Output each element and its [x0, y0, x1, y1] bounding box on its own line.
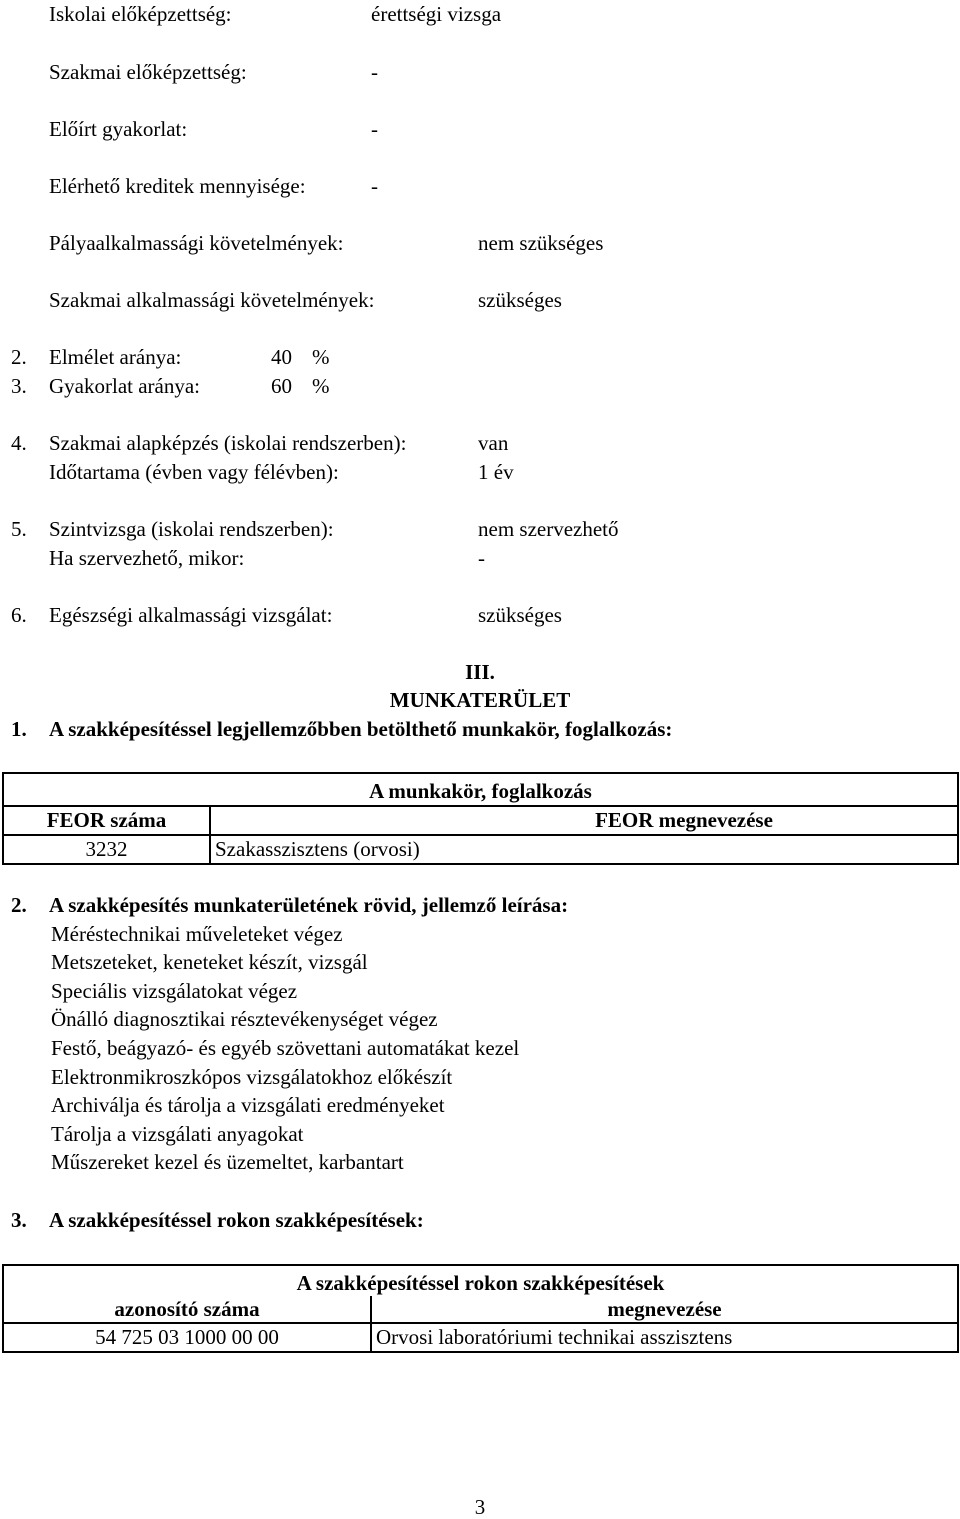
item4-label: Szakmai alapképzés (iskolai rendszerben):	[49, 431, 407, 455]
item6-label: Egészségi alkalmassági vizsgálat:	[49, 603, 333, 627]
theory-value: 40	[271, 345, 292, 369]
prereq-label-practice: Előírt gyakorlat:	[49, 117, 188, 141]
table-row	[3, 835, 958, 864]
q1-number: 1.	[11, 717, 27, 741]
related-qualifications-table	[2, 1264, 959, 1353]
list-item: Önálló diagnosztikai résztevékenységet végez	[51, 1007, 438, 1031]
prereq-label-career-aptitude: Pályaalkalmassági követelmények:	[49, 231, 344, 255]
occupation-table	[2, 772, 959, 865]
prereq-value-professional-aptitude: szükséges	[478, 288, 562, 312]
table-row	[3, 1323, 958, 1352]
theory-unit: %	[312, 345, 330, 369]
item6-number: 6.	[11, 603, 27, 627]
practice-number: 3.	[11, 374, 27, 398]
theory-number: 2.	[11, 345, 27, 369]
related-id-header: azonosító száma	[3, 1296, 371, 1323]
q3-heading: A szakképesítéssel rokon szakképesítések:	[49, 1208, 424, 1232]
prereq-label-professional-aptitude: Szakmai alkalmassági követelmények:	[49, 288, 375, 312]
item5-number: 5.	[11, 517, 27, 541]
prereq-value-credits: -	[371, 174, 378, 198]
list-item: Műszereket kezel és üzemeltet, karbantart	[51, 1150, 404, 1174]
list-item: Metszeteket, keneteket készít, vizsgál	[51, 950, 368, 974]
section-roman: III.	[465, 660, 495, 684]
feor-code-header: FEOR száma	[3, 806, 210, 835]
item4-value: van	[478, 431, 509, 455]
list-item: Archiválja és tárolja a vizsgálati eredményeket	[51, 1093, 445, 1117]
item5-when-label: Ha szervezhető, mikor:	[49, 546, 245, 570]
item5-when-value: -	[478, 546, 485, 570]
item6-value: szükséges	[478, 603, 562, 627]
prereq-value-professional: -	[371, 60, 378, 84]
practice-unit: %	[312, 374, 330, 398]
list-item: Speciális vizsgálatokat végez	[51, 979, 298, 1003]
related-table-title: A szakképesítéssel rokon szakképesítések	[3, 1265, 958, 1296]
theory-label: Elmélet aránya:	[49, 345, 182, 369]
related-id-cell: 54 725 03 1000 00 00	[3, 1323, 371, 1352]
practice-label: Gyakorlat aránya:	[49, 374, 201, 398]
q2-heading: A szakképesítés munkaterületének rövid, jellemző leírása:	[49, 893, 569, 917]
item4-duration-label: Időtartama (évben vagy félévben):	[49, 460, 339, 484]
page-number: 3	[474, 1495, 486, 1519]
q1-heading: A szakképesítéssel legjellemzőbben betölthető munkakör, foglalkozás:	[49, 717, 673, 741]
feor-name-cell: Szakasszisztens (orvosi)	[210, 835, 958, 864]
list-item: Tárolja a vizsgálati anyagokat	[51, 1122, 304, 1146]
item4-number: 4.	[11, 431, 27, 455]
feor-name-header: FEOR megnevezése	[210, 806, 958, 835]
q2-number: 2.	[11, 893, 27, 917]
practice-value: 60	[271, 374, 292, 398]
prereq-label-professional: Szakmai előképzettség:	[49, 60, 247, 84]
prereq-label-school: Iskolai előképzettség:	[49, 2, 232, 26]
prereq-value-practice: -	[371, 117, 378, 141]
item5-value: nem szervezhető	[478, 517, 619, 541]
related-name-cell: Orvosi laboratóriumi technikai asszisztens	[371, 1323, 958, 1352]
list-item: Méréstechnikai műveleteket végez	[51, 922, 343, 946]
occupation-table-title: A munkakör, foglalkozás	[3, 773, 958, 806]
item5-label: Szintvizsga (iskolai rendszerben):	[49, 517, 334, 541]
item4-duration-value: 1 év	[478, 460, 514, 484]
prereq-value-school: érettségi vizsga	[371, 2, 502, 26]
section-title: MUNKATERÜLET	[389, 688, 571, 712]
prereq-label-credits: Elérhető kreditek mennyisége:	[49, 174, 306, 198]
feor-code-cell: 3232	[3, 835, 210, 864]
list-item: Festő, beágyazó- és egyéb szövettani automatákat kezel	[51, 1036, 520, 1060]
prereq-value-career-aptitude: nem szükséges	[478, 231, 604, 255]
q3-number: 3.	[11, 1208, 27, 1232]
related-name-header: megnevezése	[371, 1296, 958, 1323]
list-item: Elektronmikroszkópos vizsgálatokhoz előkészít	[51, 1065, 453, 1089]
